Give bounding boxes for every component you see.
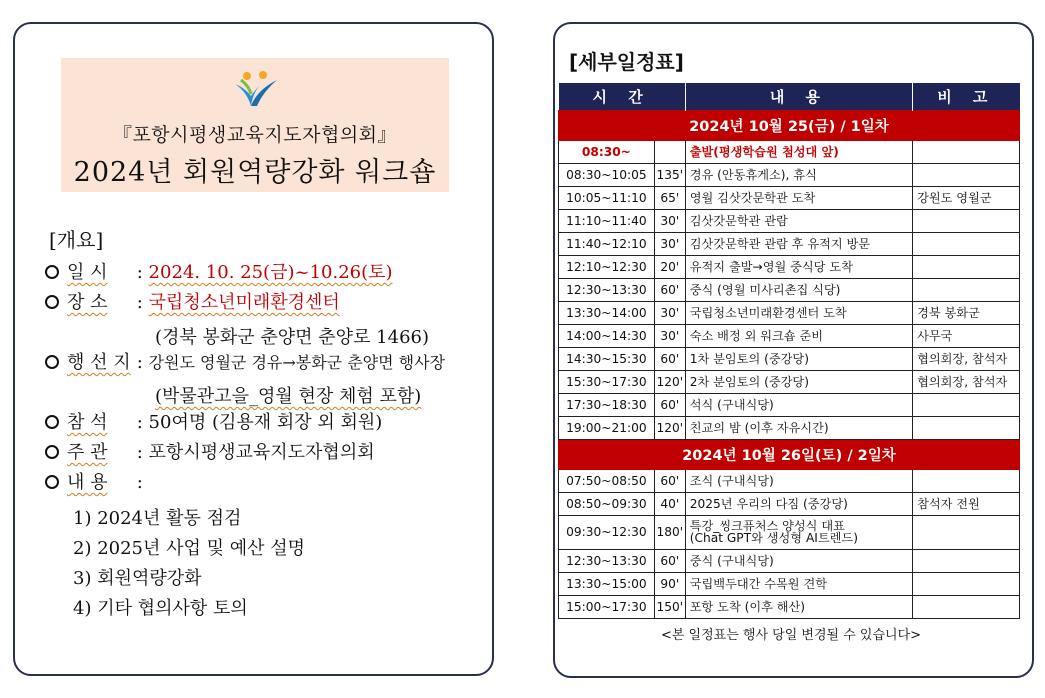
cell-content: 출발(평생학습원 첨성대 앞) xyxy=(685,140,912,163)
cell-note: 협의회장, 참석자 xyxy=(913,370,1020,393)
info-row-route xyxy=(45,350,445,376)
cell-note: 참석자 전원 xyxy=(913,492,1020,515)
cell-time: 14:30~15:30 xyxy=(559,347,655,370)
main-title: 2024년 회원역량강화 워크숍 xyxy=(73,157,437,188)
info-label: 장 소 xyxy=(67,292,108,313)
table-row xyxy=(559,572,1020,595)
cell-note: 사무국 xyxy=(913,324,1020,347)
cell-time: 17:30~18:30 xyxy=(559,393,655,416)
cell-time: 11:40~12:10 xyxy=(559,232,655,255)
schedule-panel xyxy=(553,22,1034,678)
cell-time: 13:30~15:00 xyxy=(559,572,655,595)
column-header-note: 비 고 xyxy=(913,83,1020,110)
table-row xyxy=(559,163,1020,186)
cell-dur: 135' xyxy=(654,163,685,186)
info-sep: : xyxy=(136,352,143,373)
cell-time: 08:30~10:05 xyxy=(559,163,655,186)
venue-address: (경북 봉화군 춘양면 춘양로 1466) xyxy=(155,327,430,348)
info-sep: : xyxy=(136,412,143,433)
cell-dur: 60' xyxy=(654,549,685,572)
cell-content: 친교의 밤 (이후 자유시간) xyxy=(685,416,912,439)
overview-panel xyxy=(13,22,494,676)
info-value: 2024. 10. 25(금)~10.26(토) xyxy=(148,262,393,283)
info-label: 일 시 xyxy=(67,262,108,283)
cell-time: 08:30~ xyxy=(559,140,655,163)
cell-content: 2025년 우리의 다짐 (중강당) xyxy=(685,492,912,515)
overview-heading: [개요] xyxy=(49,228,104,252)
agenda-item: 3) 회원역량강화 xyxy=(73,568,202,589)
table-row xyxy=(559,232,1020,255)
cell-note xyxy=(913,255,1020,278)
title-box xyxy=(61,58,449,192)
info-row-content xyxy=(45,470,143,496)
cell-time: 10:05~11:10 xyxy=(559,186,655,209)
info-value: 50여명 (김용재 회장 외 회원) xyxy=(148,412,383,433)
table-row xyxy=(559,255,1020,278)
table-row xyxy=(559,186,1020,209)
cell-dur: 20' xyxy=(654,255,685,278)
cell-time: 12:30~13:30 xyxy=(559,278,655,301)
table-row xyxy=(559,301,1020,324)
table-row xyxy=(559,416,1020,439)
cell-dur: 150' xyxy=(654,595,685,618)
cell-note xyxy=(913,163,1020,186)
cell-content: 국립백두대간 수목원 견학 xyxy=(685,572,912,595)
table-row xyxy=(559,278,1020,301)
cell-dur: 60' xyxy=(654,469,685,492)
day-label: 2024년 10월 25(금) / 1일차 xyxy=(559,110,1020,140)
cell-time: 19:00~21:00 xyxy=(559,416,655,439)
cell-time: 12:30~13:30 xyxy=(559,549,655,572)
cell-dur: 40' xyxy=(654,492,685,515)
circle-bullet-icon xyxy=(45,265,59,279)
cell-time: 13:30~14:00 xyxy=(559,301,655,324)
column-header-content: 내 용 xyxy=(685,83,912,110)
cell-time: 08:50~09:30 xyxy=(559,492,655,515)
table-row xyxy=(559,393,1020,416)
schedule-heading: [세부일정표] xyxy=(569,50,684,74)
agenda-item: 1) 2024년 활동 점검 xyxy=(73,508,242,529)
info-label: 내 용 xyxy=(67,472,108,493)
cell-dur: 30' xyxy=(654,209,685,232)
schedule-table xyxy=(558,83,1020,619)
cell-time: 14:00~14:30 xyxy=(559,324,655,347)
info-sep: : xyxy=(136,472,143,493)
people-logo-icon xyxy=(231,70,281,110)
day-header-row xyxy=(559,110,1020,140)
table-row xyxy=(559,370,1020,393)
cell-note xyxy=(913,515,1020,549)
cell-content: 경유 (안동휴게소), 휴식 xyxy=(685,163,912,186)
cell-note xyxy=(913,232,1020,255)
cell-time: 12:10~12:30 xyxy=(559,255,655,278)
cell-note xyxy=(913,572,1020,595)
cell-content: 영월 김삿갓문학관 도착 xyxy=(685,186,912,209)
cell-note xyxy=(913,209,1020,232)
cell-content: 중식 (구내식당) xyxy=(685,549,912,572)
info-row-host xyxy=(45,440,375,466)
cell-dur: 180' xyxy=(654,515,685,549)
cell-content: 2차 분임토의 (중강당) xyxy=(685,370,912,393)
cell-note xyxy=(913,278,1020,301)
circle-bullet-icon xyxy=(45,415,59,429)
cell-content: 조식 (구내식당) xyxy=(685,469,912,492)
cell-content: 중식 (영월 미사리촌집 식당) xyxy=(685,278,912,301)
cell-time: 11:10~11:40 xyxy=(559,209,655,232)
info-row-venue xyxy=(45,290,340,316)
cell-dur: 65' xyxy=(654,186,685,209)
info-sep: : xyxy=(136,292,143,313)
cell-dur: 120' xyxy=(654,416,685,439)
cell-note xyxy=(913,595,1020,618)
cell-content: 특강_씽크퓨처스 양성식 대표 (Chat GPT와 생성형 AI트렌드) xyxy=(685,515,912,549)
table-row xyxy=(559,515,1020,549)
cell-dur: 30' xyxy=(654,324,685,347)
circle-bullet-icon xyxy=(45,355,59,369)
cell-content: 숙소 배정 외 워크숍 준비 xyxy=(685,324,912,347)
cell-content: 김삿갓문학관 관람 후 유적지 방문 xyxy=(685,232,912,255)
cell-note xyxy=(913,140,1020,163)
circle-bullet-icon xyxy=(45,475,59,489)
table-row xyxy=(559,549,1020,572)
cell-note xyxy=(913,393,1020,416)
org-title: 『포항시평생교육지도자협의회』 xyxy=(112,124,398,146)
table-row xyxy=(559,492,1020,515)
cell-time: 15:30~17:30 xyxy=(559,370,655,393)
circle-bullet-icon xyxy=(45,295,59,309)
day-label: 2024년 10월 26일(토) / 2일차 xyxy=(559,439,1020,469)
info-sep: : xyxy=(136,442,143,463)
info-label: 주 관 xyxy=(67,442,108,463)
cell-dur: 30' xyxy=(654,232,685,255)
cell-dur: 30' xyxy=(654,301,685,324)
info-value: 강원도 영월군 경유→봉화군 춘양면 행사장 xyxy=(148,353,446,372)
cell-dur: 60' xyxy=(654,347,685,370)
table-row xyxy=(559,469,1020,492)
footer-note: <본 일정표는 행사 당일 변경될 수 있습니다> xyxy=(660,628,922,643)
cell-content: 포항 도착 (이후 해산) xyxy=(685,595,912,618)
cell-note xyxy=(913,549,1020,572)
cell-content: 유적지 출발→영월 중식당 도착 xyxy=(685,255,912,278)
cell-note: 경북 봉화군 xyxy=(913,301,1020,324)
table-header-row xyxy=(559,83,1020,110)
cell-note: 협의회장, 참석자 xyxy=(913,347,1020,370)
agenda-item: 2) 2025년 사업 및 예산 설명 xyxy=(73,538,305,559)
cell-time: 09:30~12:30 xyxy=(559,515,655,549)
column-header-time: 시 간 xyxy=(559,83,686,110)
info-label: 행 선 지 xyxy=(67,352,131,373)
cell-content: 국립청소년미래환경센터 도착 xyxy=(685,301,912,324)
info-label: 참 석 xyxy=(67,412,108,433)
cell-dur: 60' xyxy=(654,393,685,416)
table-row xyxy=(559,209,1020,232)
cell-dur: 60' xyxy=(654,278,685,301)
table-row xyxy=(559,595,1020,618)
cell-note xyxy=(913,416,1020,439)
cell-dur xyxy=(654,140,685,163)
table-row xyxy=(559,324,1020,347)
info-sep: : xyxy=(136,262,143,283)
route-note: (박물관고을_영월 현장 체험 포함) xyxy=(155,386,422,407)
table-row xyxy=(559,347,1020,370)
cell-time: 07:50~08:50 xyxy=(559,469,655,492)
agenda-item: 4) 기타 협의사항 토의 xyxy=(73,598,248,619)
cell-time: 15:00~17:30 xyxy=(559,595,655,618)
info-value: 포항시평생교육지도자협의회 xyxy=(148,442,375,463)
cell-note: 강원도 영월군 xyxy=(913,186,1020,209)
cell-content: 석식 (구내식당) xyxy=(685,393,912,416)
cell-note xyxy=(913,469,1020,492)
day-header-row xyxy=(559,439,1020,469)
cell-content: 1차 분임토의 (중강당) xyxy=(685,347,912,370)
table-row xyxy=(559,140,1020,163)
cell-dur: 120' xyxy=(654,370,685,393)
info-row-date xyxy=(45,260,393,286)
cell-content: 김삿갓문학관 관람 xyxy=(685,209,912,232)
circle-bullet-icon xyxy=(45,445,59,459)
info-row-attendees xyxy=(45,410,382,436)
cell-dur: 90' xyxy=(654,572,685,595)
info-value: 국립청소년미래환경센터 xyxy=(148,292,340,313)
